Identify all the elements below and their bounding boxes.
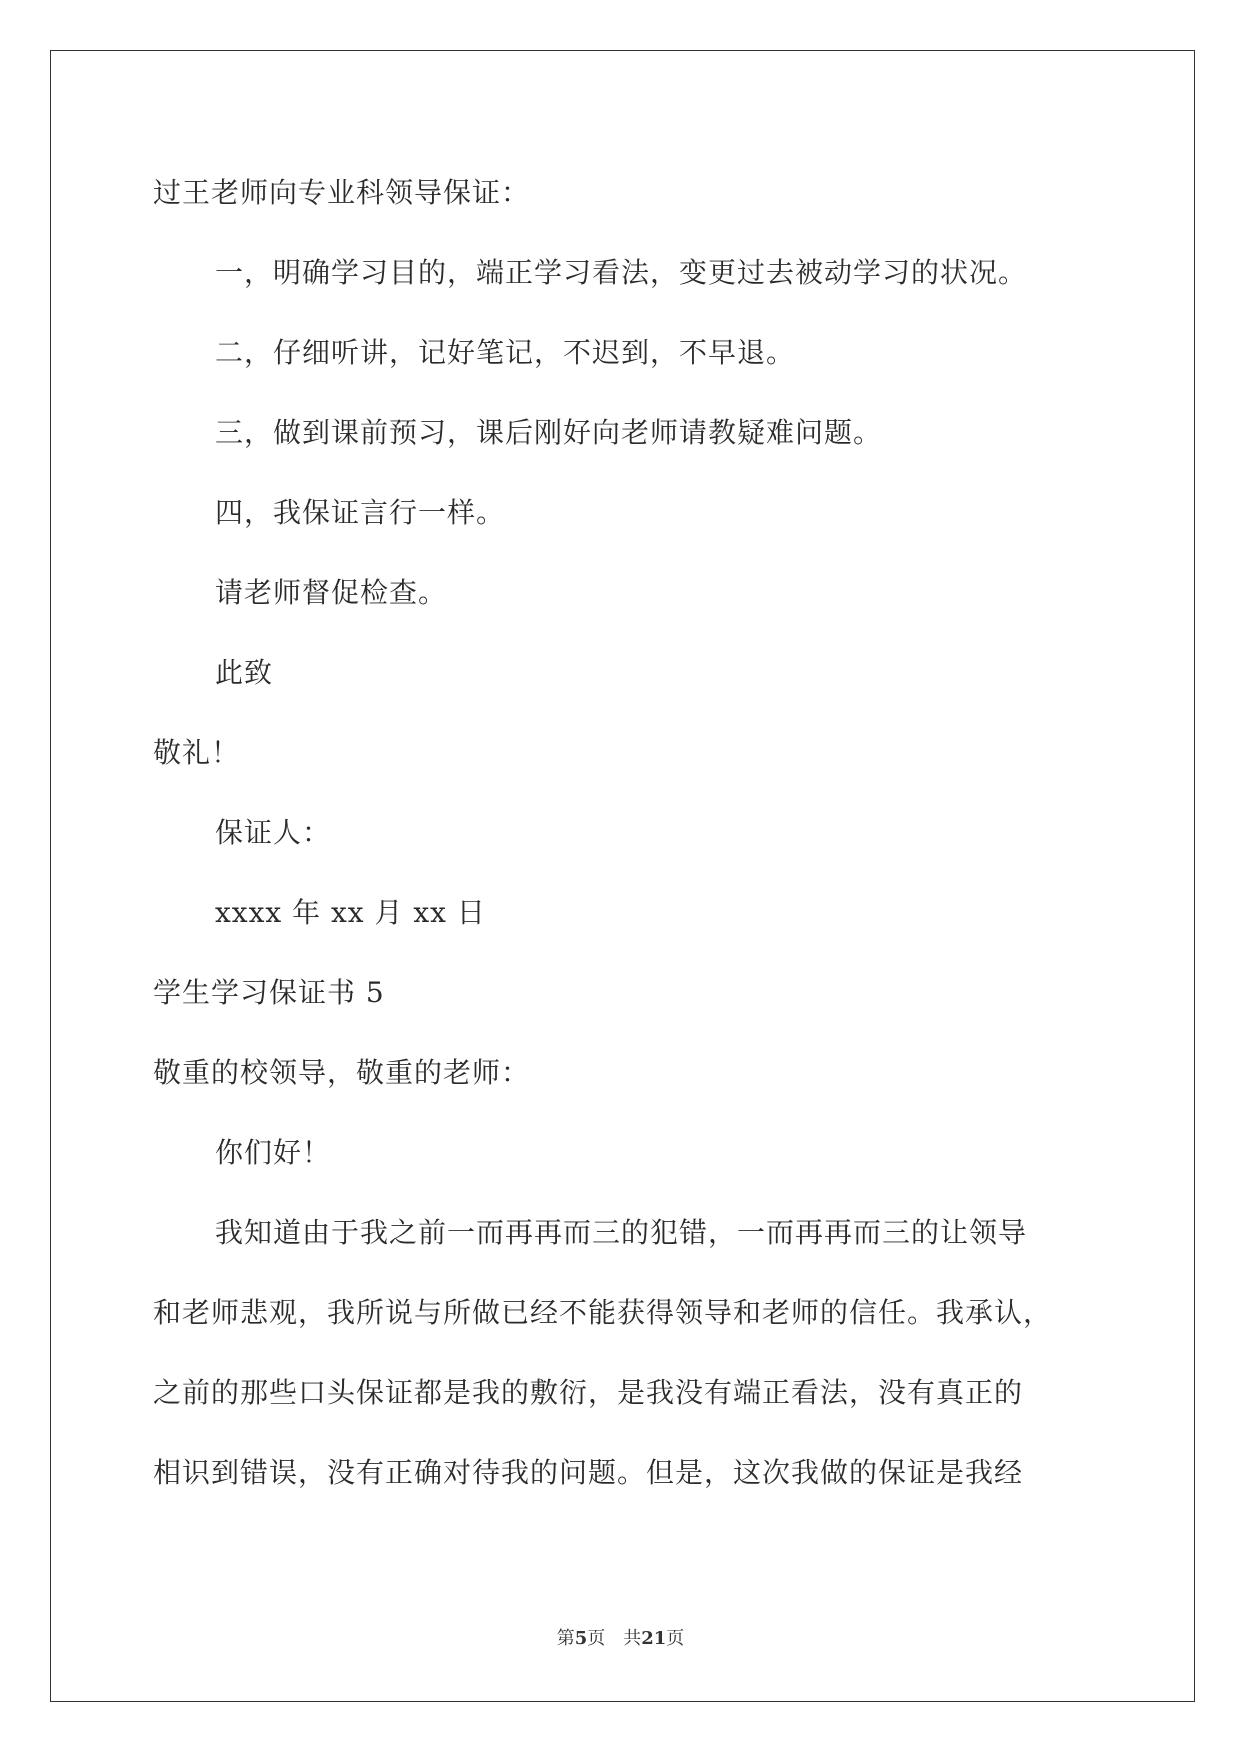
greeting: 你们好！ — [215, 1136, 332, 1169]
section-title: 学生学习保证书 5 — [153, 976, 385, 1009]
signature-label: 保证人： — [215, 816, 332, 849]
footer-page-number: 5 — [574, 1628, 588, 1649]
text-line: 请老师督促检查。 — [215, 576, 448, 609]
text-line: 二，仔细听讲，记好笔记，不迟到，不早退。 — [215, 336, 796, 369]
footer-total-prefix: 共 — [623, 1628, 642, 1649]
text-line: 和老师悲观，我所说与所做已经不能获得领导和老师的信任。我承认， — [153, 1296, 1053, 1329]
text-line: 过王老师向专业科领导保证： — [153, 176, 531, 209]
text-line: 四，我保证言行一样。 — [215, 496, 506, 529]
footer-total-pages: 21 — [641, 1628, 667, 1649]
greeting: 敬重的校领导，敬重的老师： — [153, 1056, 531, 1089]
text-line: 三，做到课前预习，课后刚好向老师请教疑难问题。 — [215, 416, 883, 449]
date-line: xxxx 年 xx 月 xx 日 — [215, 896, 486, 929]
footer-mid: 页 — [587, 1628, 606, 1649]
footer-suffix: 页 — [666, 1628, 685, 1649]
text-line: 相识到错误，没有正确对待我的问题。但是，这次我做的保证是我经 — [153, 1456, 1024, 1489]
closing-salutation: 此致 — [215, 656, 274, 689]
page-footer — [0, 1627, 1241, 1651]
footer-prefix: 第 — [556, 1628, 575, 1649]
text-line: 之前的那些口头保证都是我的敷衍，是我没有端正看法，没有真正的 — [153, 1376, 1024, 1409]
text-line: 我知道由于我之前一而再再而三的犯错，一而再再而三的让领导 — [215, 1216, 1028, 1249]
closing-salutation: 敬礼！ — [153, 736, 241, 769]
text-line: 一，明确学习目的，端正学习看法，变更过去被动学习的状况。 — [215, 256, 1028, 289]
